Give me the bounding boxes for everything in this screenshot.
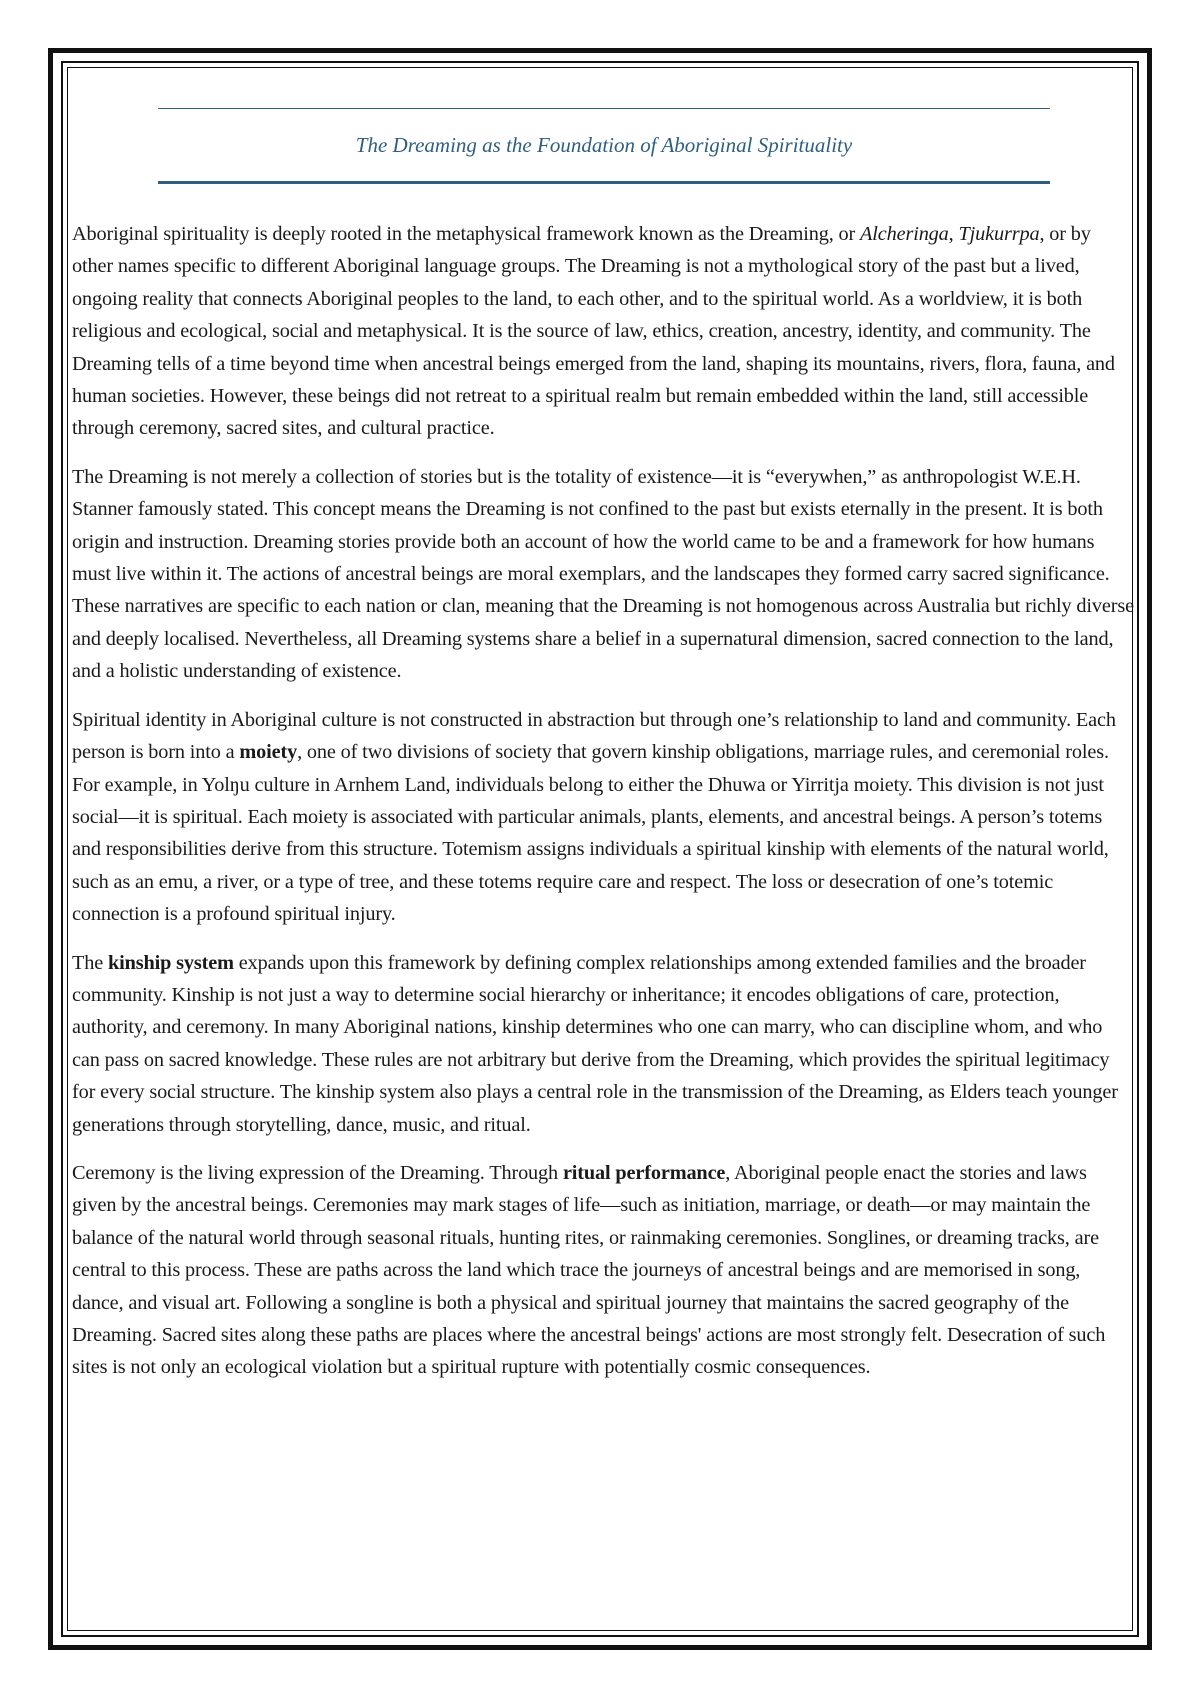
term-tjukurrpa: Tjukurrpa <box>958 223 1040 245</box>
term-alcheringa: Alcheringa <box>860 223 949 245</box>
paragraph-text: The <box>72 951 109 974</box>
paragraph-ceremony <box>72 1157 1134 1384</box>
paragraph-kinship <box>72 947 1134 1141</box>
term-moiety: moiety <box>239 741 298 764</box>
paragraph-text: expands upon this framework by defining complex relationships among extended families and the broader community. Kinship is not just a way to determine social hierarchy or inheritance; it encodes obligations of care, protection, authority, and ceremony. In many Aboriginal nations, kinship determines who one can marry, who can discipline whom, and who can pass on sacred knowledge. These rules are not arbitrary but derive from the Dreaming, which provides the spiritual legitimacy for every social structure. The kinship system also plays a central role in the transmission of the Dreaming, as Elders teach younger generations through storytelling, dance, music, and ritual. <box>72 951 1118 1136</box>
term-ritual-performance: ritual performance <box>562 1161 726 1184</box>
paragraph-everywhen: The Dreaming is not merely a collection of stories but is the totality of existence—it is “everywhen,” as anthropologist W.E.H. Stanner famously stated. This concept means the Dreaming is not confined to the past but exists eternally in the present. It is both origin and instruction. Dreaming stories provide both an account of how the world came to be and a framework for how humans must live within it. The actions of ancestral beings are moral exemplars, and the landscapes they formed carry sacred significance. These narratives are specific to each nation or clan, meaning that the Dreaming is not homogenous across Australia but richly diverse and deeply localised. Nevertheless, all Dreaming systems share a belief in a supernatural dimension, sacred connection to the land, and a holistic understanding of existence. <box>72 465 1134 683</box>
paragraph-text: Ceremony is the living expression of the Dreaming. Through <box>72 1161 563 1184</box>
paragraph-dreaming-intro <box>72 218 1134 445</box>
paragraph-text: , Aboriginal people enact the stories and laws given by the ancestral beings. Ceremonies may mark stages of life—such as initiation, marriage, or death—or may maintain the balance of the natural world through seasonal rituals, hunting rites, or rainmaking ceremonies. Songlines, or dreaming tracks, are central to this process. These are paths across the land which trace the journeys of ancestral beings and are memorised in song, dance, and visual art. Following a songline is both a physical and spiritual journey that maintains the sacred geography of the Dreaming. Sacred sites along these paths are places where the ancestral beings' actions are most strongly felt. Desecration of such sites is not only an ecological violation but a spiritual rupture with potentially cosmic consequences. <box>72 1161 1106 1379</box>
document-title: The Dreaming as the Foundation of Aboriginal Spirituality <box>355 133 853 157</box>
title-rule-bottom <box>158 181 1050 184</box>
paragraph-text: Spiritual identity in Aboriginal culture is not constructed in abstraction but through one’s relationship to land and community. Each person is born into a <box>72 708 1116 764</box>
paragraph-text: , one of two divisions of society that govern kinship obligations, marriage rules, and ceremonial roles. For example, in Yolŋu culture in Arnhem Land, individuals belong to either the Dhuwa or Yirritja moiety. This division is not just social—it is spiritual. Each moiety is associated with particular animals, plants, elements, and ancestral beings. A person’s totems and responsibilities derive from this structure. Totemism assigns individuals a spiritual kinship with elements of the natural world, such as an emu, a river, or a type of tree, and these totems require care and respect. The loss or desecration of one’s totemic connection is a profound spiritual injury. <box>72 741 1109 926</box>
paragraph-text: Aboriginal spirituality is deeply rooted in the metaphysical framework known as the Dreaming, or <box>72 223 861 245</box>
paragraph-moiety <box>72 704 1134 931</box>
document-body <box>72 218 1134 1400</box>
term-kinship-system: kinship system <box>108 951 234 974</box>
paragraph-text: , or by other names specific to different Aboriginal language groups. The Dreaming is not a mythological story of the past but a lived, ongoing reality that connects Aboriginal peoples to the land, to each other, and to the spiritual world. As a worldview, it is both religious and ecological, social and metaphysical. It is the source of law, ethics, creation, ancestry, identity, and community. The Dreaming tells of a time beyond time when ancestral beings emerged from the land, shaping its mountains, rivers, flora, fauna, and human societies. However, these beings did not retreat to a spiritual realm but remain embedded within the land, still accessible through ceremony, sacred sites, and cultural practice. <box>72 223 1115 440</box>
title-block <box>158 108 1050 184</box>
paragraph-text: , <box>948 223 959 245</box>
